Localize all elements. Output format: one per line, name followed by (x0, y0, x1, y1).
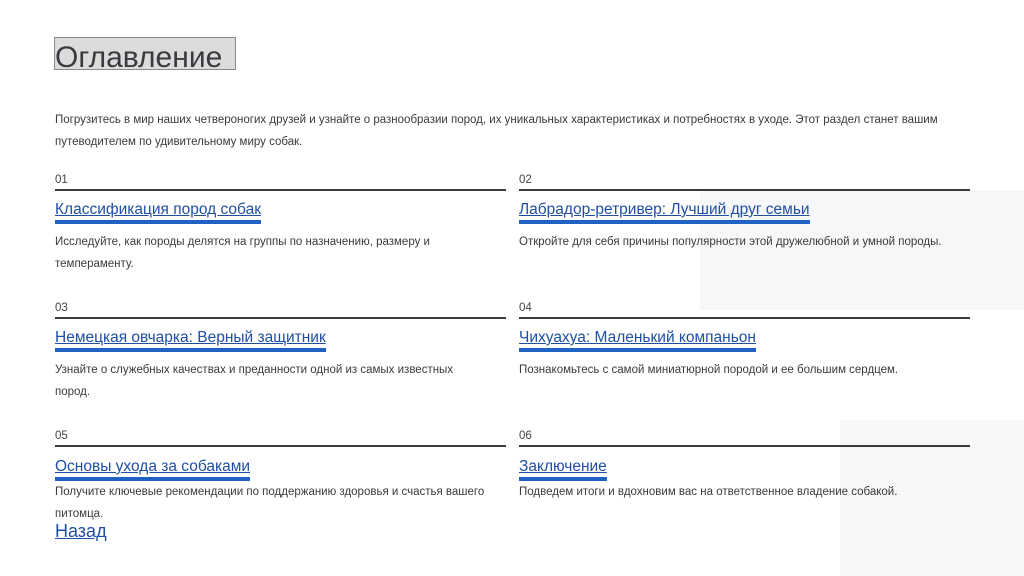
section-link-conclusion[interactable]: Заключение (519, 458, 607, 481)
section-description: Исследуйте, как породы делятся на группы по назначению, размеру и темпераменту. (55, 236, 430, 270)
section-description: Получите ключевые рекомендации по поддержанию здоровья и счастья вашего питомца. (55, 486, 485, 520)
section-link-chihuahua[interactable]: Чихуахуа: Маленький компаньон (519, 329, 756, 352)
section-divider (519, 445, 970, 447)
section-divider (55, 445, 506, 447)
section-description: Подведем итоги и вдохновим вас на ответственное владение собакой. (519, 486, 898, 498)
toc-section-04 (519, 300, 970, 381)
section-number: 06 (519, 430, 532, 442)
section-number: 03 (55, 302, 68, 314)
page-title: Оглавление (55, 41, 223, 74)
toc-section-02 (519, 172, 970, 253)
intro-text: Погрузитесь в мир наших четвероногих друзей и узнайте о разнообразии пород, их уникальных характеристиках и потребностях в уходе. Этот раздел станет вашим путеводителем по удивительному миру собак. (55, 114, 938, 148)
section-number: 05 (55, 430, 68, 442)
toc-section-03 (55, 300, 506, 403)
section-number: 01 (55, 174, 68, 186)
section-link-care-basics[interactable]: Основы ухода за собаками (55, 458, 250, 481)
section-divider (55, 189, 506, 191)
section-divider (55, 317, 506, 319)
section-number: 04 (519, 302, 532, 314)
back-link[interactable]: Назад (55, 521, 107, 541)
section-link-german-shepherd[interactable]: Немецкая овчарка: Верный защитник (55, 329, 326, 352)
section-link-labrador[interactable]: Лабрадор-ретривер: Лучший друг семьи (519, 201, 810, 224)
toc-section-06 (519, 428, 970, 503)
section-divider (519, 189, 970, 191)
section-description: Откройте для себя причины популярности этой дружелюбной и умной породы. (519, 236, 942, 248)
section-description: Узнайте о служебных качествах и преданности одной из самых известных пород. (55, 364, 454, 398)
toc-section-05 (55, 428, 506, 525)
section-number: 02 (519, 174, 532, 186)
section-divider (519, 317, 970, 319)
section-link-classification[interactable]: Классификация пород собак (55, 201, 261, 224)
toc-section-01 (55, 172, 506, 275)
section-description: Познакомьтесь с самой миниатюрной породой и ее большим сердцем. (519, 364, 899, 376)
